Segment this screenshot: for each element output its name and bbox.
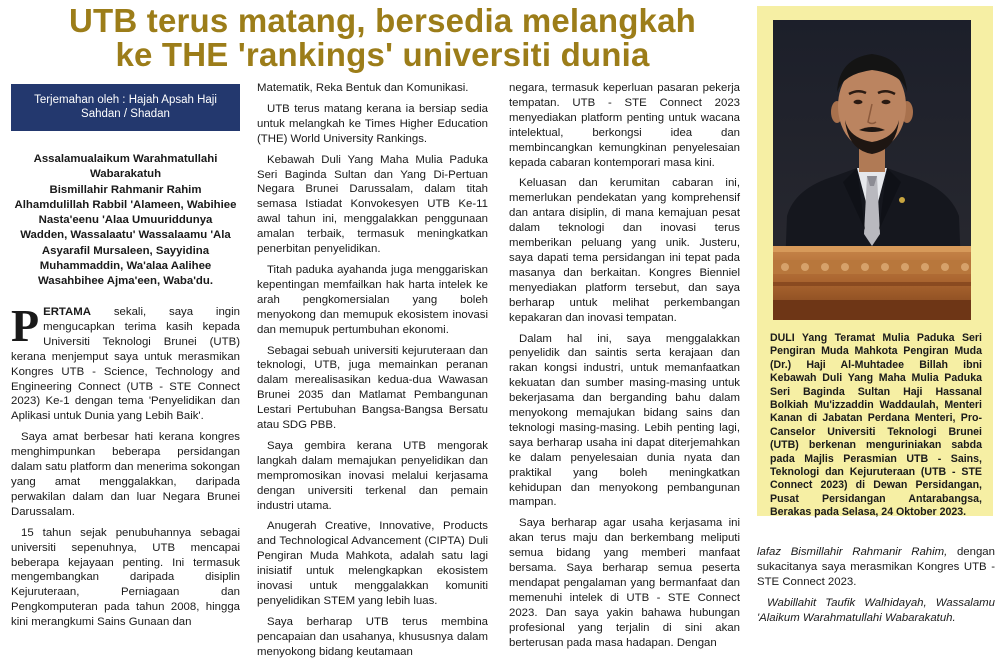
article-paragraph [757, 545, 995, 590]
greeting-line: Wasahbihee Ajma'een, Waba'du. [37, 275, 214, 288]
article-paragraph: Keluasan dan kerumitan cabaran ini, memerlukan pendekatan yang komprehensif dan antara disiplin, di mana kemajuan pesat dalam teknologi dan inovasi terus memberikan peluang yang unik. Justeru, saya dapati tema persidangan ini tepat pada masanya dan berkaitan. Kongres Bienniel menyediakan platform tersebut, dan saya berharap untuk melihat perkembangan kepakaran dan inovasi tempatan. [509, 177, 740, 324]
greeting-line: Muhammaddin, Wa'alaa Aalihee [39, 260, 212, 273]
article-paragraph: Kebawah Duli Yang Maha Mulia Paduka Seri Baginda Sultan dan Yang Di-Pertuan Negara Brunei Darussalam, dalam titah semasa Istiadat Konvokesyen UTB Ke-11 awal tahun ini, menggalakkan penggunaan amalan terbaik, termasuk meningkatkan penerbitan penyelidikan. [257, 153, 488, 256]
article-paragraph: Dalam hal ini, saya menggalakkan penyelidik dan saintis serta kerajaan dan rakan kongsi industri, untuk memanfaatkan kekuatan dan sumber masing-masing untuk bekerjasama dan berganding bahu dalam menyokong memajukan bidang sains dan teknologi masing-masing. Lebih penting lagi, saya berharap usaha ini dapat diterjemahkan ke dalam penyelesaian dunia nyata dan praktikal yang boleh meningkatkan kehidupan dan menyokong pembangunan mampan. [509, 332, 740, 509]
greeting-line: Bismillahir Rahmanir Rahim [49, 183, 202, 196]
greeting-line: Wadden, Wassalaatu' Wassalaamu 'Ala [20, 229, 231, 242]
article-paragraph: 15 tahun sejak penubuhannya sebagai universiti sepenuhnya, UTB mencapai beberapa kejayaan penting. Ini termasuk mengembangkan daripada disiplin Kejuruteraan, Perniagaan dan Pengkomputeran pada tahun 2008, hingga kini merangkumi Sains Gunaan dan [11, 526, 240, 629]
translator-line-2: Sahdan / Shadan [81, 108, 170, 120]
article-paragraph: negara, termasuk keperluan pasaran pekerja tempatan. UTB - STE Connect 2023 menyediakan platform penting untuk wacana intelektual, berkongsi idea dan membincangkan kemungkinan penyelesaian kepada cabaran kontemporari masa kini. [509, 82, 740, 169]
drop-cap: P [11, 300, 40, 351]
article-column-1 [11, 300, 240, 636]
greeting-line: Wabarakatuh [89, 168, 162, 181]
article-paragraph: Titah paduka ayahanda juga menggariskan kepentingan memfailkan hak harta intelek ke arah pengkomersialan yang boleh menyokong dan memupuk ekosistem inovasi dan memupuk pertumbuhan ekonomi. [257, 263, 488, 336]
article-paragraph: Saya amat berbesar hati kerana kongres menghimpunkan beberapa persidangan dalam satu platform dan menerima sokongan yang amat menggalakkan, daripada perwakilan dalam dan luar Negara Brunei Darussalam. [11, 431, 240, 518]
article-column-2 [257, 81, 488, 666]
article-paragraph: Saya berharap agar usaha kerjasama ini akan terus maju dan berkembang meliputi semua bidang yang memberi manfaat bersama. Saya berharap semua peserta mendapat pengalaman yang bermanfaat dan memenuhi intelek di UTB - STE Connect 2023. Dan saya yakin bahawa hubungan profesional yang terjalin di sini akan berterusan pada masa hadapan. Dengan [509, 517, 740, 649]
greeting-block [11, 152, 240, 290]
photo-caption: DULI Yang Teramat Mulia Paduka Seri Pengiran Muda Mahkota Pengiran Muda (Dr.) Haji Al-Muhtadee Billah ibni Kebawah Duli Yang Maha Mulia Paduka Seri Baginda Sultan Haji Hassanal Bolkiah Mu'izzaddin Waddaulah, Menteri Kanan di Jabatan Perdana Menteri, Pro-Canselor Universiti Teknologi Brunei (UTB) berkenan menguriniakan sabda pada Majlis Perasmian UTB - Sains, Teknologi dan Kejuruteraan (UTB - STE Connect 2023) di Dewan Persidangan, Pusat Persidangan Antarabangsa, Berakas pada Selasa, 24 Oktober 2023. [770, 332, 982, 519]
greeting-line: Alhamdulillah Rabbil 'Alameen, Wabihiee [14, 198, 237, 211]
greeting-line: Asyarafil Mursaleen, Sayyidina [41, 244, 210, 257]
article-paragraph: Saya berharap UTB terus membina pencapaian dan usahanya, khususnya dalam menyokong bidang keutamaan [257, 615, 488, 658]
article-paragraph: UTB terus matang kerana ia bersiap sedia untuk melangkah ke Times Higher Education (THE) World University Rankings. [257, 102, 488, 145]
lead-word: ERTAMA [43, 306, 91, 318]
portrait-illustration [773, 20, 971, 320]
headline-line-2: ke THE 'rankings' universiti dunia [115, 36, 650, 73]
headline [10, 4, 755, 72]
article-paragraph: Sebagai sebuah universiti kejuruteraan dan teknologi, UTB, juga memainkan peranan dalam merealisasikan kedua-dua Wawasan Brunei 2035 dan Matlamat Pembangunan Lestari Pertubuhan Bangsa-Bangsa Bersatu atau SDG PBB. [257, 344, 488, 432]
greeting-line: Nasta'eenu 'Alaa Umuuriddunya [38, 214, 213, 227]
article-column-3 [509, 81, 740, 657]
article-paragraph [11, 300, 240, 424]
article-column-4 [757, 545, 995, 632]
translator-line-1: Terjemahan oleh : Hajah Apsah Haji [34, 94, 217, 106]
portrait-photo [773, 20, 971, 320]
paragraph-text: sekali, saya ingin mengucapkan terima kasih kepada Universiti Teknologi Brunei (UTB) kerana menjemput saya untuk merasmikan Kongres UTB - Science, Technology and Engineering Connect (UTB - STE Connect 2023) Ke-1 dengan tema 'Penyelidikan dan Aplikasi untuk Dunia yang Lebih Baik'. [11, 306, 240, 423]
translator-box [11, 84, 240, 131]
headline-line-1: UTB terus matang, bersedia melangkah [68, 2, 697, 39]
article-paragraph: Matematik, Reka Bentuk dan Komunikasi. [257, 82, 469, 94]
paragraph-text: dengan sukacitanya saya merasmikan Kongres UTB - STE Connect 2023. [757, 546, 995, 588]
greeting-line: Assalamualaikum Warahmatullahi [33, 153, 218, 165]
closing-salutation: Wabillahit Taufik Walhidayah, Wassalamu 'Alaikum Warahmatullahi Wabarakatuh. [757, 596, 995, 624]
article-paragraph: Saya gembira kerana UTB mengorak langkah dalam memajukan penyelidikan dan mempromosikan inovasi melalui kerjasama dengan universiti terkenal dan pemain industri utama. [257, 439, 488, 512]
italic-phrase: lafaz Bismillahir Rahmanir Rahim, [757, 546, 948, 558]
article-paragraph: Anugerah Creative, Innovative, Products and Technological Advancement (CIPTA) Duli Pengiran Muda Mahkota, adalah satu lagi inisiatif untuk melengkapkan ekosistem inovasi untuk menggalakkan komuniti penyelidikan STEM yang lebih luas. [257, 520, 488, 607]
